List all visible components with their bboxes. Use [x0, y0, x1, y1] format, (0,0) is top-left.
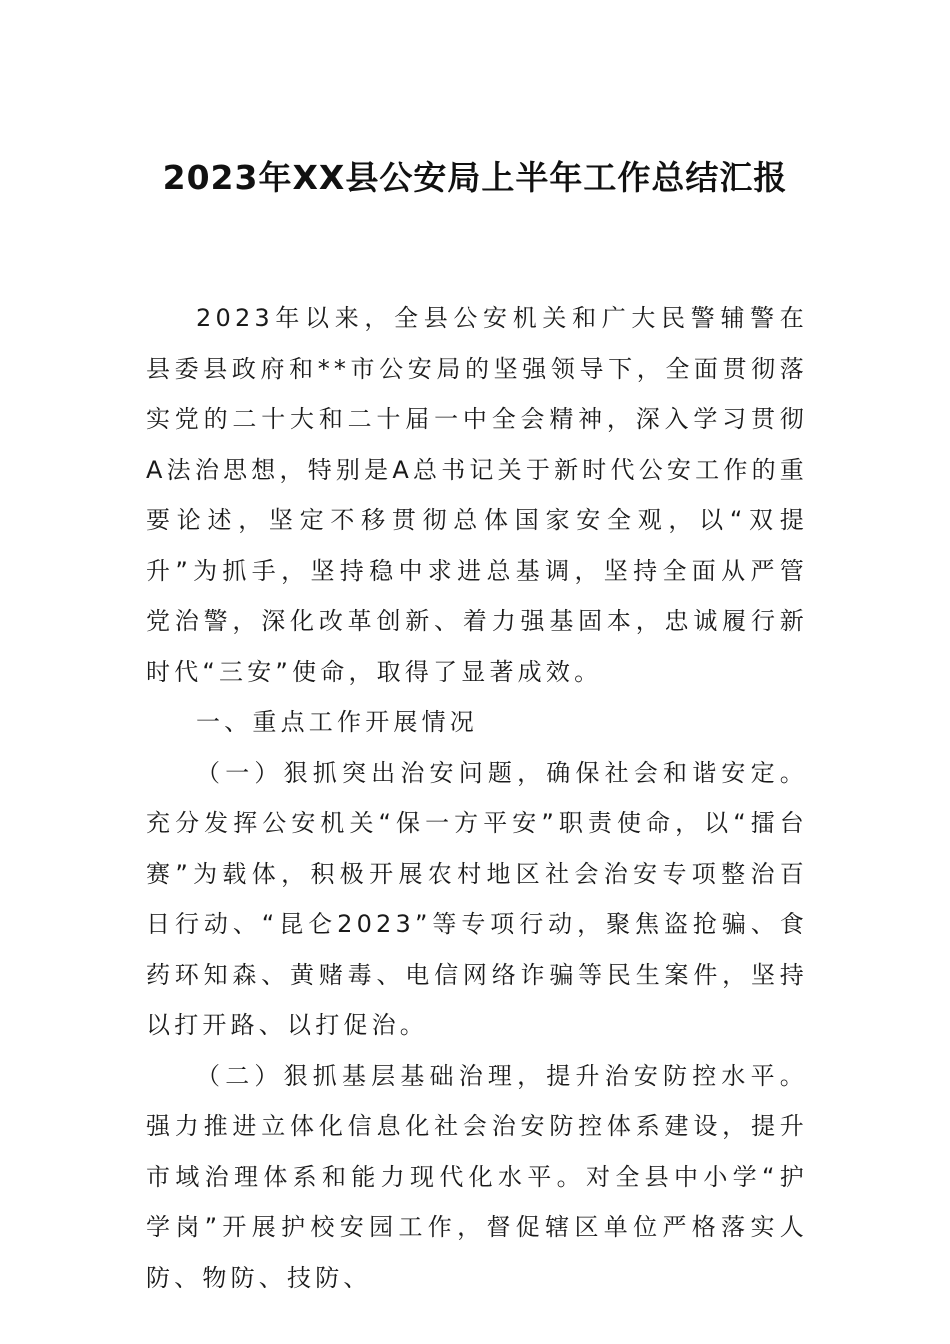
section-heading-key-work: 一、重点工作开展情况: [196, 708, 478, 736]
document-body: [146, 293, 808, 1303]
paragraph-intro: 2023年以来，全县公安机关和广大民警辅警在县委县政府和**市公安局的坚强领导下，全面贯彻落实党的二十大和二十届一中全会精神，深入学习贯彻A法治思想，特别是A总书记关于新时代公安工作的重要论述，坚定不移贯彻总体国家安全观，以“双提升”为抓手，坚持稳中求进总基调，坚持全面从严管党治警，深化改革创新、着力强基固本，忠诚履行新时代“三安”使命，取得了显著成效。: [146, 304, 808, 686]
paragraph-section-1: （一）狠抓突出治安问题，确保社会和谐安定。充分发挥公安机关“保一方平安”职责使命，以“擂台赛”为载体，积极开展农村地区社会治安专项整治百日行动、“昆仑2023”等专项行动，聚焦盗抢骗、食药环知森、黄赌毒、电信网络诈骗等民生案件，坚持以打开路、以打促治。: [146, 758, 808, 1039]
paragraph-section-2: （二）狠抓基层基础治理，提升治安防控水平。强力推进立体化信息化社会治安防控体系建设，提升市域治理体系和能力现代化水平。对全县中小学“护学岗”开展护校安园工作，督促辖区单位严格落实人防、物防、技防、: [146, 1061, 808, 1292]
document-title: 2023年XX县公安局上半年工作总结汇报: [162, 158, 788, 197]
